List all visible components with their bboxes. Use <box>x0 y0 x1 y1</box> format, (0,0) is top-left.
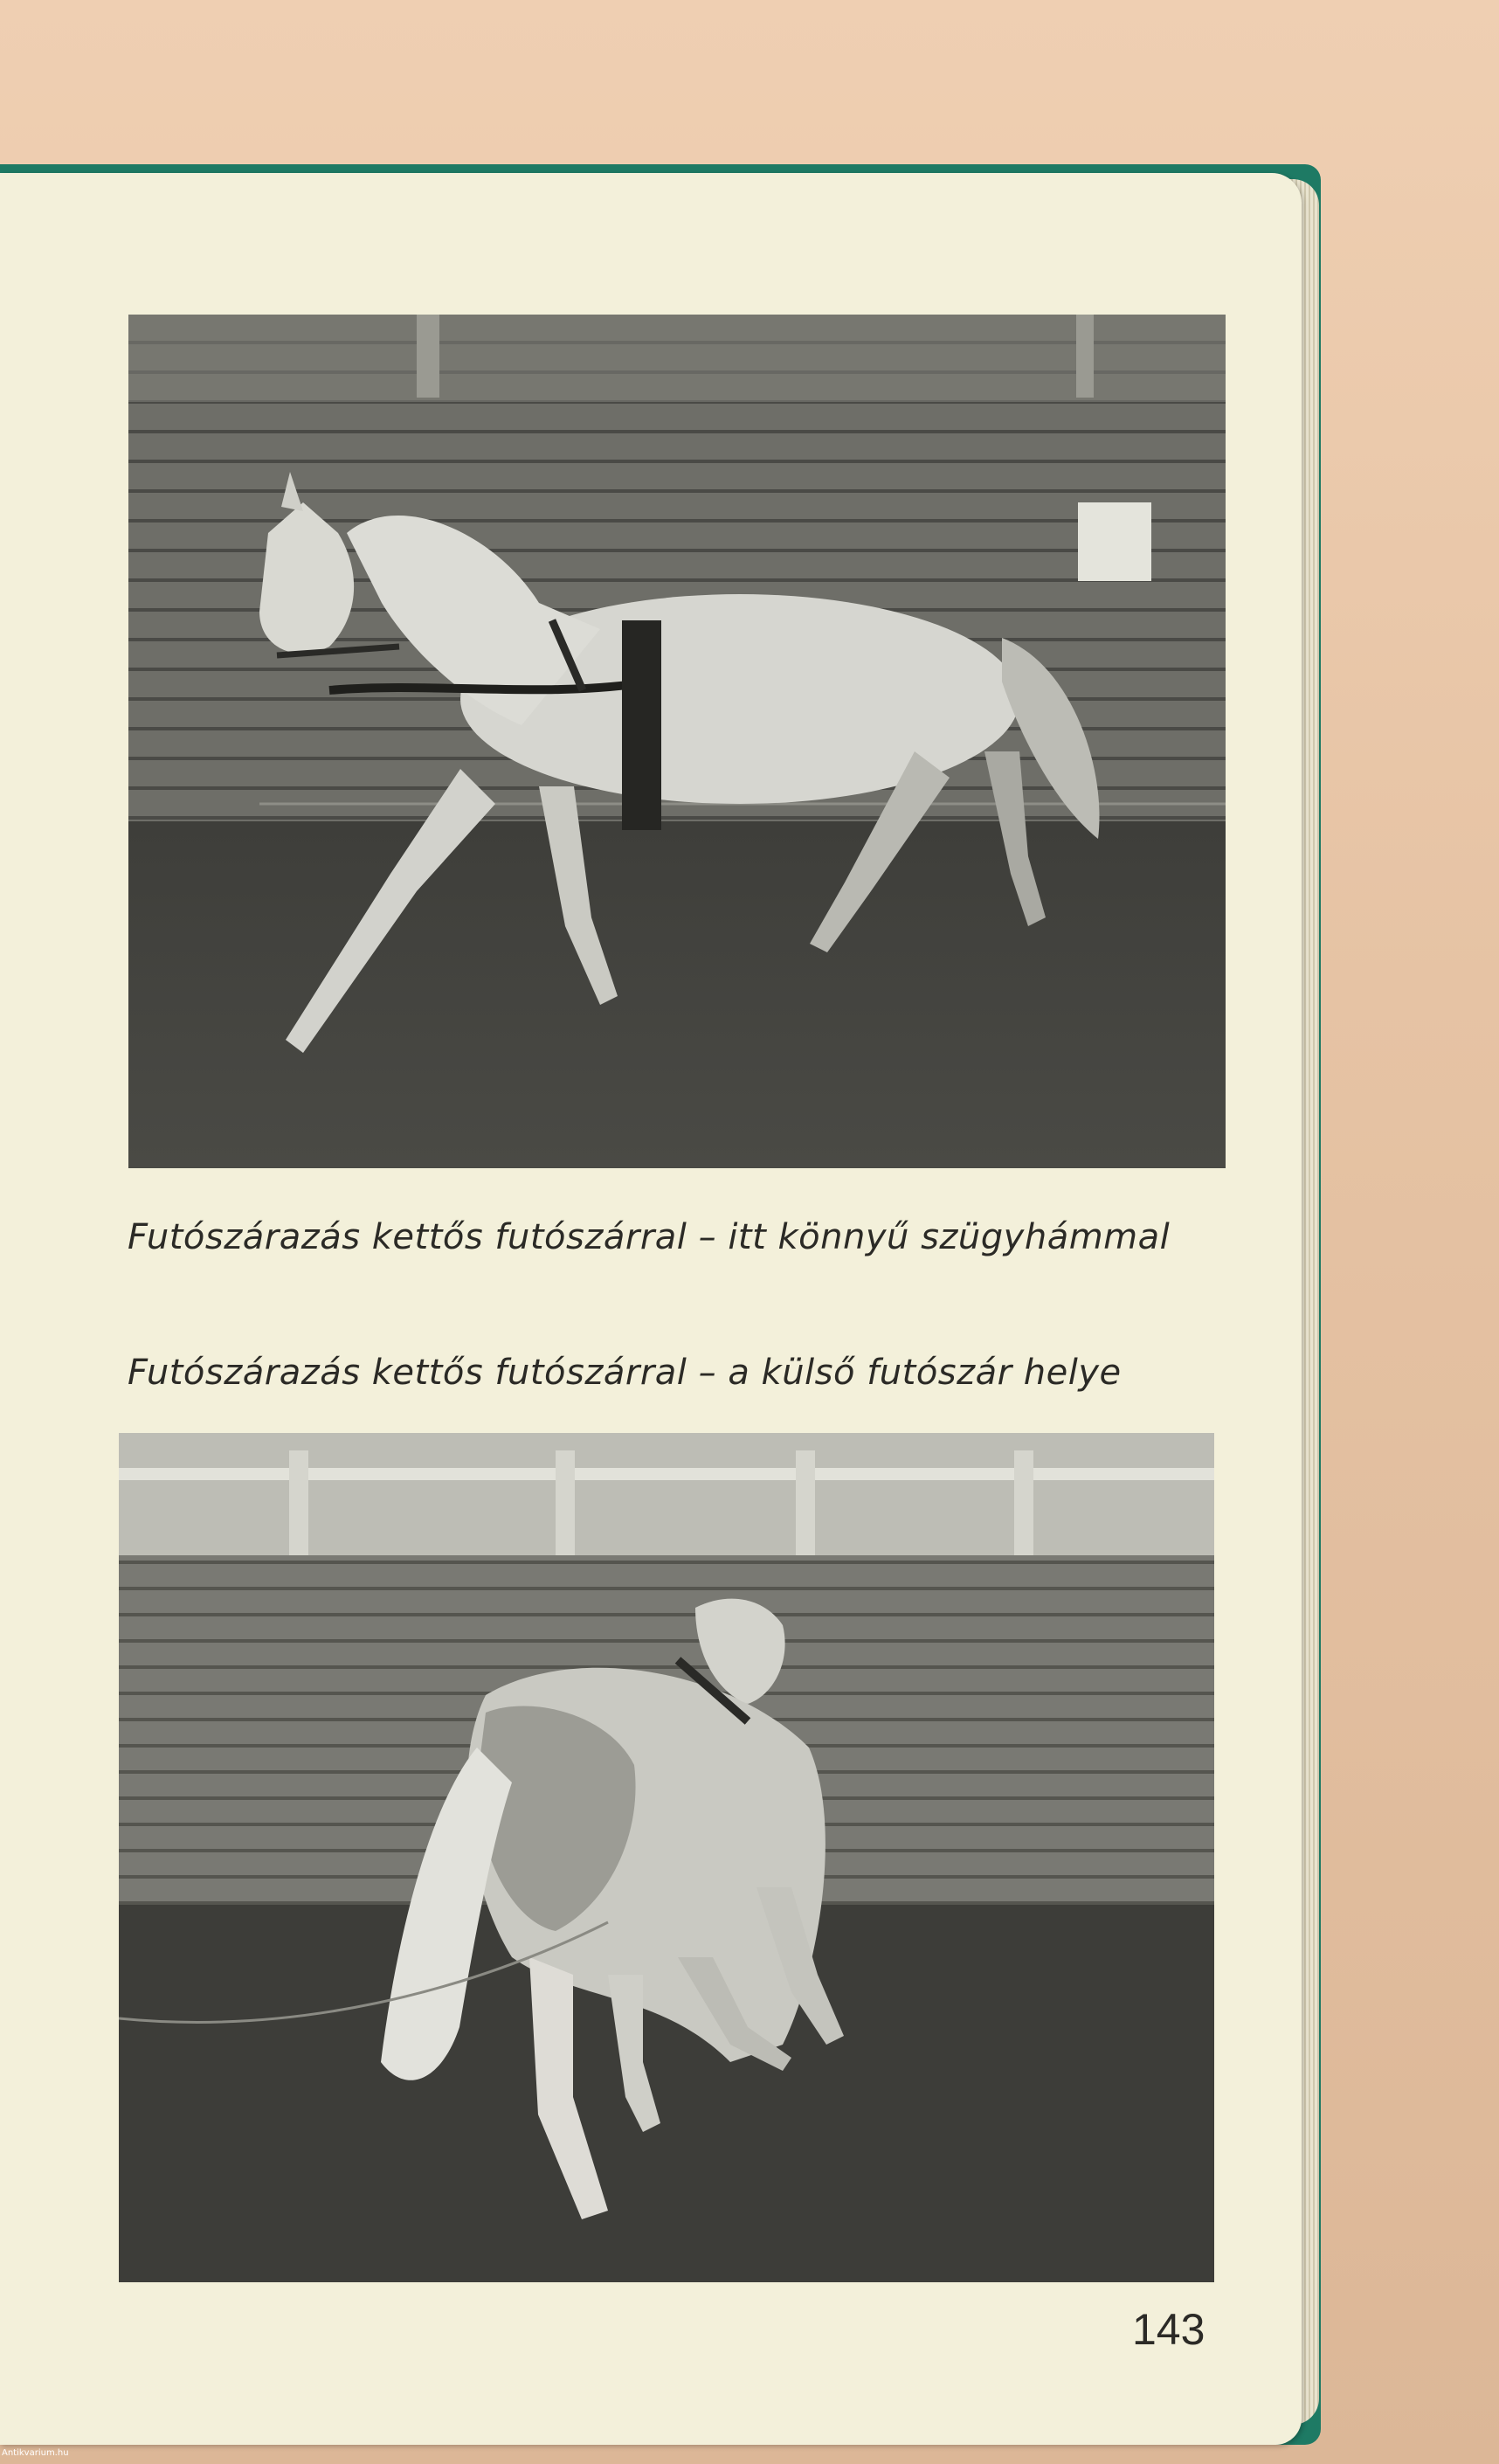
photo-horse-trotting <box>128 315 1226 1168</box>
photo-caption-top: Futószárazás kettős futószárral – itt könnyű szügyhámmal <box>128 1217 1171 1257</box>
watermark: Antikvarium.hu <box>2 2448 69 2458</box>
page-number: 143 <box>1132 2305 1205 2354</box>
photo-caption-bottom: Futószárazás kettős futószárral – a külső futószár helye <box>128 1353 1122 1393</box>
photo-horse-from-behind <box>119 1433 1214 2282</box>
